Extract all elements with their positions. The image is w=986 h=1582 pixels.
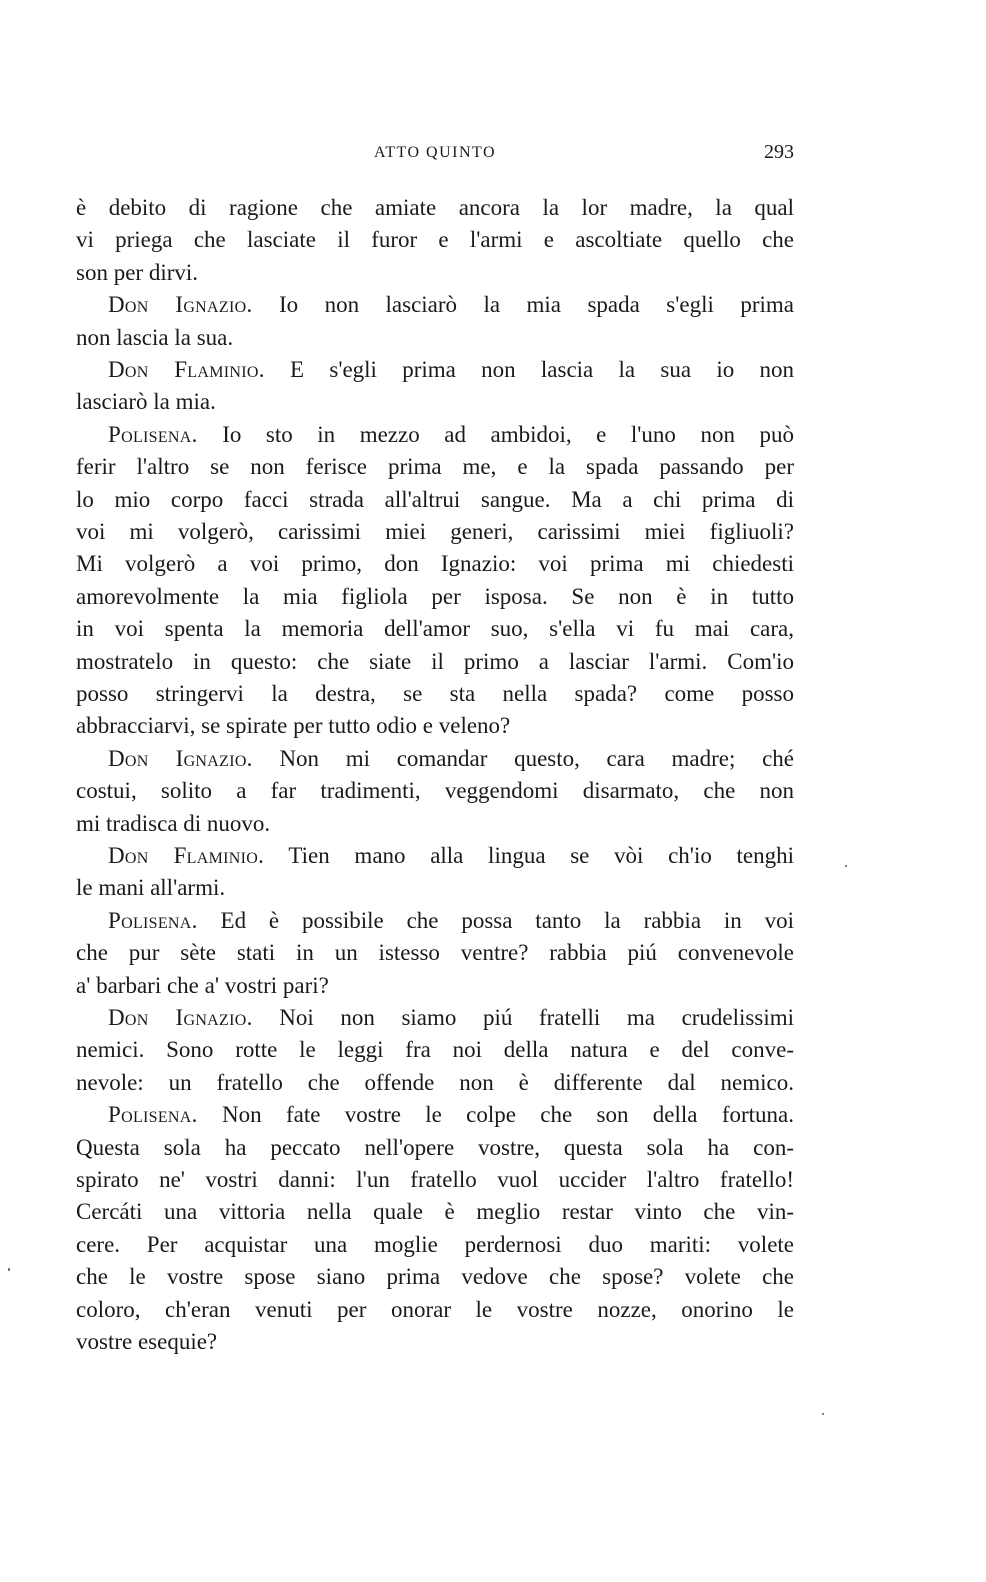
speaker-name: Don Flaminio. bbox=[108, 357, 265, 382]
line-text: vi priega che lasciate il furor e l'armi e ascoltiate quello che bbox=[76, 227, 794, 253]
text-line bbox=[76, 484, 794, 516]
line-text: posso stringervi la destra, se sta nella spada? come posso bbox=[76, 681, 794, 706]
text-line bbox=[76, 322, 794, 354]
text-line bbox=[76, 710, 794, 742]
line-text: in voi spenta la memoria dell'amor suo, s'ella vi fu mai cara, bbox=[76, 616, 794, 642]
line-text: Questa sola ha peccato nell'opere vostre, questa sola ha con- bbox=[76, 1134, 794, 1160]
text-line bbox=[76, 808, 794, 840]
line-text: ferir l'altro se non ferisce prima me, e la spada passando per bbox=[76, 454, 794, 480]
line-text: spirato ne' vostri danni: l'un fratello vuol uccider l'altro fratello! bbox=[76, 1167, 794, 1192]
text-line bbox=[76, 1261, 794, 1293]
page-number: 293 bbox=[764, 141, 794, 163]
line-text: Ed è possibile che possa tanto la rabbia in voi bbox=[220, 907, 794, 933]
text-line bbox=[76, 937, 794, 969]
speech-start-line bbox=[108, 419, 794, 451]
speaker-name: Don Flaminio. bbox=[108, 843, 265, 868]
text-line bbox=[76, 516, 794, 548]
line-text: che pur sète stati in un istesso ventre? rabbia piú convenevole bbox=[76, 940, 794, 966]
scan-speck bbox=[845, 865, 847, 867]
scan-speck bbox=[8, 1268, 10, 1271]
text-line bbox=[76, 257, 794, 289]
speaker-name: Don Ignazio. bbox=[108, 292, 253, 318]
text-line bbox=[76, 1034, 794, 1066]
text-line bbox=[76, 581, 794, 613]
line-text: Noi non siamo piú fratelli ma crudelissimi bbox=[279, 1005, 794, 1030]
line-text: coloro, ch'eran venuti per onorar le vostre nozze, onorino le bbox=[76, 1296, 794, 1322]
text-line bbox=[76, 775, 794, 807]
speech-start-line bbox=[108, 289, 794, 321]
speech-start-line bbox=[108, 905, 794, 937]
line-text: è debito di ragione che amiate ancora la lor madre, la qual bbox=[76, 195, 794, 220]
speech-start-line bbox=[108, 1099, 794, 1131]
text-line bbox=[76, 1196, 794, 1228]
line-text: che le vostre spose siano prima vedove che spose? volete che bbox=[76, 1264, 794, 1290]
text-line bbox=[76, 613, 794, 645]
line-text: mostratelo in questo: che siate il primo a lasciar l'armi. Com'io bbox=[76, 648, 794, 674]
line-text: non lascia la sua. bbox=[76, 324, 234, 350]
text-line bbox=[76, 192, 794, 224]
speaker-name: Don Ignazio. bbox=[108, 745, 253, 771]
text-line bbox=[76, 1067, 794, 1099]
line-text: Mi volgerò a voi primo, don Ignazio: voi prima mi chiedesti bbox=[76, 551, 794, 577]
line-text: Non mi comandar questo, cara madre; ché bbox=[279, 745, 794, 771]
speaker-name: Polisena. bbox=[108, 1102, 198, 1128]
text-line bbox=[76, 872, 794, 904]
line-text: a' barbari che a' vostri pari? bbox=[76, 972, 329, 998]
line-text: nemici. Sono rotte le leggi fra noi della natura e del conve- bbox=[76, 1037, 794, 1063]
text-line bbox=[76, 1229, 794, 1261]
line-text: E s'egli prima non lascia la sua io non bbox=[290, 357, 795, 382]
running-title: ATTO QUINTO bbox=[373, 144, 497, 161]
line-text: costui, solito a far tradimenti, veggendomi disarmato, che non bbox=[76, 778, 794, 804]
line-text: nevole: un fratello che offende non è differente dal nemico. bbox=[76, 1069, 794, 1095]
text-line bbox=[76, 970, 794, 1002]
running-head bbox=[76, 140, 794, 168]
speaker-name: Polisena. bbox=[108, 907, 198, 933]
line-text: cere. Per acquistar una moglie perdernosi duo mariti: volete bbox=[76, 1231, 794, 1257]
line-text: Cercáti una vittoria nella quale è meglio restar vinto che vin- bbox=[76, 1199, 794, 1225]
speech-start-line bbox=[108, 840, 794, 872]
scan-speck bbox=[822, 1413, 824, 1415]
line-text: voi mi volgerò, carissimi miei generi, carissimi miei figliuoli? bbox=[76, 519, 794, 544]
line-text: lo mio corpo facci strada all'altrui sangue. Ma a chi prima di bbox=[76, 486, 794, 512]
speech-start-line bbox=[108, 1002, 794, 1034]
line-text: Tien mano alla lingua se vòi ch'io tenghi bbox=[288, 843, 794, 868]
speech-start-line bbox=[108, 354, 794, 386]
line-text: amorevolmente la mia figliola per isposa. Se non è in tutto bbox=[76, 583, 794, 609]
text-line bbox=[76, 386, 794, 418]
line-text: Non fate vostre le colpe che son della fortuna. bbox=[222, 1102, 794, 1128]
text-line bbox=[76, 548, 794, 580]
text-line bbox=[76, 646, 794, 678]
text-line bbox=[76, 1326, 794, 1358]
line-text: son per dirvi. bbox=[76, 259, 199, 285]
line-text: Io non lasciarò la mia spada s'egli prima bbox=[278, 292, 794, 318]
speech-start-line bbox=[108, 743, 794, 775]
text-line bbox=[76, 1164, 794, 1196]
speaker-name: Don Ignazio. bbox=[108, 1005, 253, 1030]
text-line bbox=[76, 1132, 794, 1164]
text-line bbox=[76, 1294, 794, 1326]
line-text: vostre esequie? bbox=[76, 1329, 218, 1354]
text-line bbox=[76, 451, 794, 483]
line-text: Io sto in mezzo ad ambidoi, e l'uno non può bbox=[222, 421, 794, 447]
speaker-name: Polisena. bbox=[108, 421, 198, 447]
line-text: le mani all'armi. bbox=[76, 875, 226, 901]
text-line bbox=[76, 224, 794, 256]
line-text: lasciarò la mia. bbox=[76, 389, 216, 415]
line-text: mi tradisca di nuovo. bbox=[76, 810, 271, 836]
text-line bbox=[76, 678, 794, 710]
line-text: abbracciarvi, se spirate per tutto odio e veleno? bbox=[76, 713, 511, 739]
